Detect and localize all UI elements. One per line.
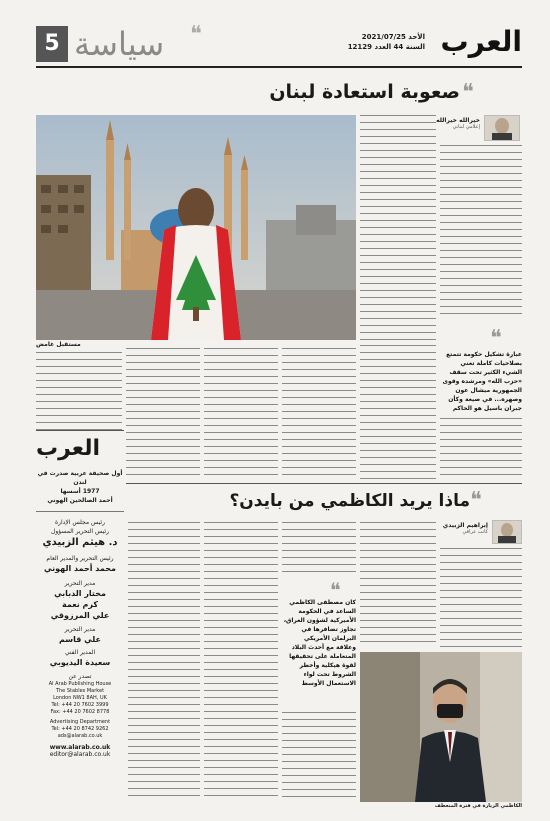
article1-pullquote: عبارة تشكيل حكومة تتمتع بصلاحيات كاملة تعني الشيء الكثير تحت سقف «حزب الله» ومرشده وقوى الجمهورية ميشال عون وصهره... في صيغة وكأن جبران باسيل هو الحاكم (442, 351, 522, 412)
article1-column-1 (440, 145, 522, 320)
author2-photo (492, 520, 522, 544)
publisher-name: Al Arab Publishing House (48, 681, 112, 687)
author2-role: كاتب عراقي (462, 529, 488, 535)
section-title: سياسة (74, 25, 165, 63)
author1-photo (484, 115, 520, 141)
masthead-sidebar (36, 430, 124, 811)
article1-column-2 (360, 115, 436, 340)
sidebar-ed-name-3: علي المرزوقي (50, 611, 110, 620)
article1-column-5 (204, 348, 278, 480)
ads-email: ads@alarab.co.uk (57, 733, 103, 739)
sidebar-founder: أحمد الصالحين الهوني (47, 497, 113, 504)
page-number: 5 (44, 31, 60, 56)
sidebar-art-label: المدير الفني (64, 649, 96, 656)
article2-column-2 (360, 522, 436, 648)
sidebar-gm-label: رئيس التحرير والمدير العام (46, 555, 114, 562)
author1-name: خيرالله خيرالله (436, 117, 480, 124)
article-divider (126, 483, 522, 484)
sidebar-ed-label: مدير التحرير (64, 580, 96, 587)
sidebar-logo: العرب (36, 436, 101, 461)
sidebar-editor-name: د. هيثم الزبيدي (42, 537, 118, 548)
article1-headline: صعوبة استعادة لبنان (269, 81, 460, 103)
article2-photo-caption: الكاظمي الزيارة في فترة المنعطف (434, 803, 522, 809)
sidebar-board-title-2: رئيس التحرير المسؤول (51, 528, 109, 535)
article2-column-4 (204, 522, 278, 798)
sidebar-tagline-2: 1977 أسسها (60, 488, 100, 495)
issue-date: الأحد 2021/07/25 (361, 33, 425, 41)
article2-column-3 (282, 522, 356, 578)
author1-role: إعلامي لبناني (452, 124, 480, 130)
article2-column-3-lower (282, 712, 356, 798)
date-block (340, 32, 425, 52)
sidebar-design-name: علي قاسم (59, 635, 101, 644)
publisher-address-2: London NW1 8AH, UK (53, 695, 107, 701)
article2-title-quote-icon: ❝ (470, 488, 482, 513)
publisher-tel: Tel: +44 20 7602 3999 (51, 702, 109, 708)
sidebar-ed-name-1: مختار الدبابي (54, 589, 106, 598)
sidebar-board-label: رئيس مجلس الإدارة (54, 519, 106, 526)
article1-pullquote-icon: ❝ (490, 326, 502, 351)
sidebar-design-label: مدير التحرير (64, 626, 96, 633)
author2-name: إبراهيم الزبيدي (442, 522, 488, 529)
beirut-flag-image (36, 115, 356, 340)
kadhimi-photo (360, 652, 522, 802)
sidebar-ed-name-2: كرم نعمة (61, 600, 98, 609)
page-number-box (36, 26, 68, 62)
beirut-photo (36, 115, 356, 340)
article1-column-6 (126, 348, 200, 480)
article1-column-7 (36, 352, 122, 430)
article2-pullquote: كان مصطفى الكاظمي الساعد في الحكومة الأميركية لشؤون العراق، تجاوز تضافرها في البرلمان الأمريكي وعلاقة مع أحدث البلاد المتعاملة على تحقيقها لقوة هيكلية وأخطر الشروط تحت لواء الاستعمال الأوسط (283, 599, 356, 687)
kadhimi-image (360, 652, 522, 802)
sidebar-tagline-1: أول صحيفة عربية صدرت في لندن (37, 470, 123, 486)
page-header (0, 0, 550, 72)
sidebar-publisher-label: تصدر عن (68, 673, 92, 680)
header-rule (36, 66, 522, 68)
article1-title-quote-icon: ❝ (462, 80, 474, 105)
ads-label: Advertising Department (49, 719, 111, 725)
article2-column-5 (128, 522, 200, 798)
editor-email-link[interactable]: editor@alarab.co.uk (49, 751, 111, 758)
sidebar-art-name: سعيدة اليديوبي (49, 658, 111, 667)
ads-tel: Tel: +44 20 8742 9262 (51, 726, 109, 732)
section-quote-icon: ❝ (190, 22, 202, 47)
article1-photo-caption: مستقبل غامض (36, 341, 81, 348)
article1-column-1-lower (440, 418, 522, 478)
publisher-address-1: The Stables Market (55, 688, 105, 694)
sidebar-gm-name: محمد أحمد الهوني (44, 564, 116, 573)
publisher-fax: Fax: +44 20 7602 8778 (50, 709, 110, 715)
article1-column-3 (360, 345, 436, 480)
article2-headline: ماذا يريد الكاظمي من بايدن؟ (229, 491, 470, 511)
article2-column-1 (440, 548, 522, 648)
website-link[interactable]: www.alarab.co.uk (49, 744, 111, 751)
article1-column-4 (282, 348, 356, 480)
article2-pullquote-icon: ❝ (330, 578, 341, 602)
issue-number: السنة 44 العدد 12129 (347, 43, 425, 51)
masthead-logo: العرب (440, 25, 522, 58)
